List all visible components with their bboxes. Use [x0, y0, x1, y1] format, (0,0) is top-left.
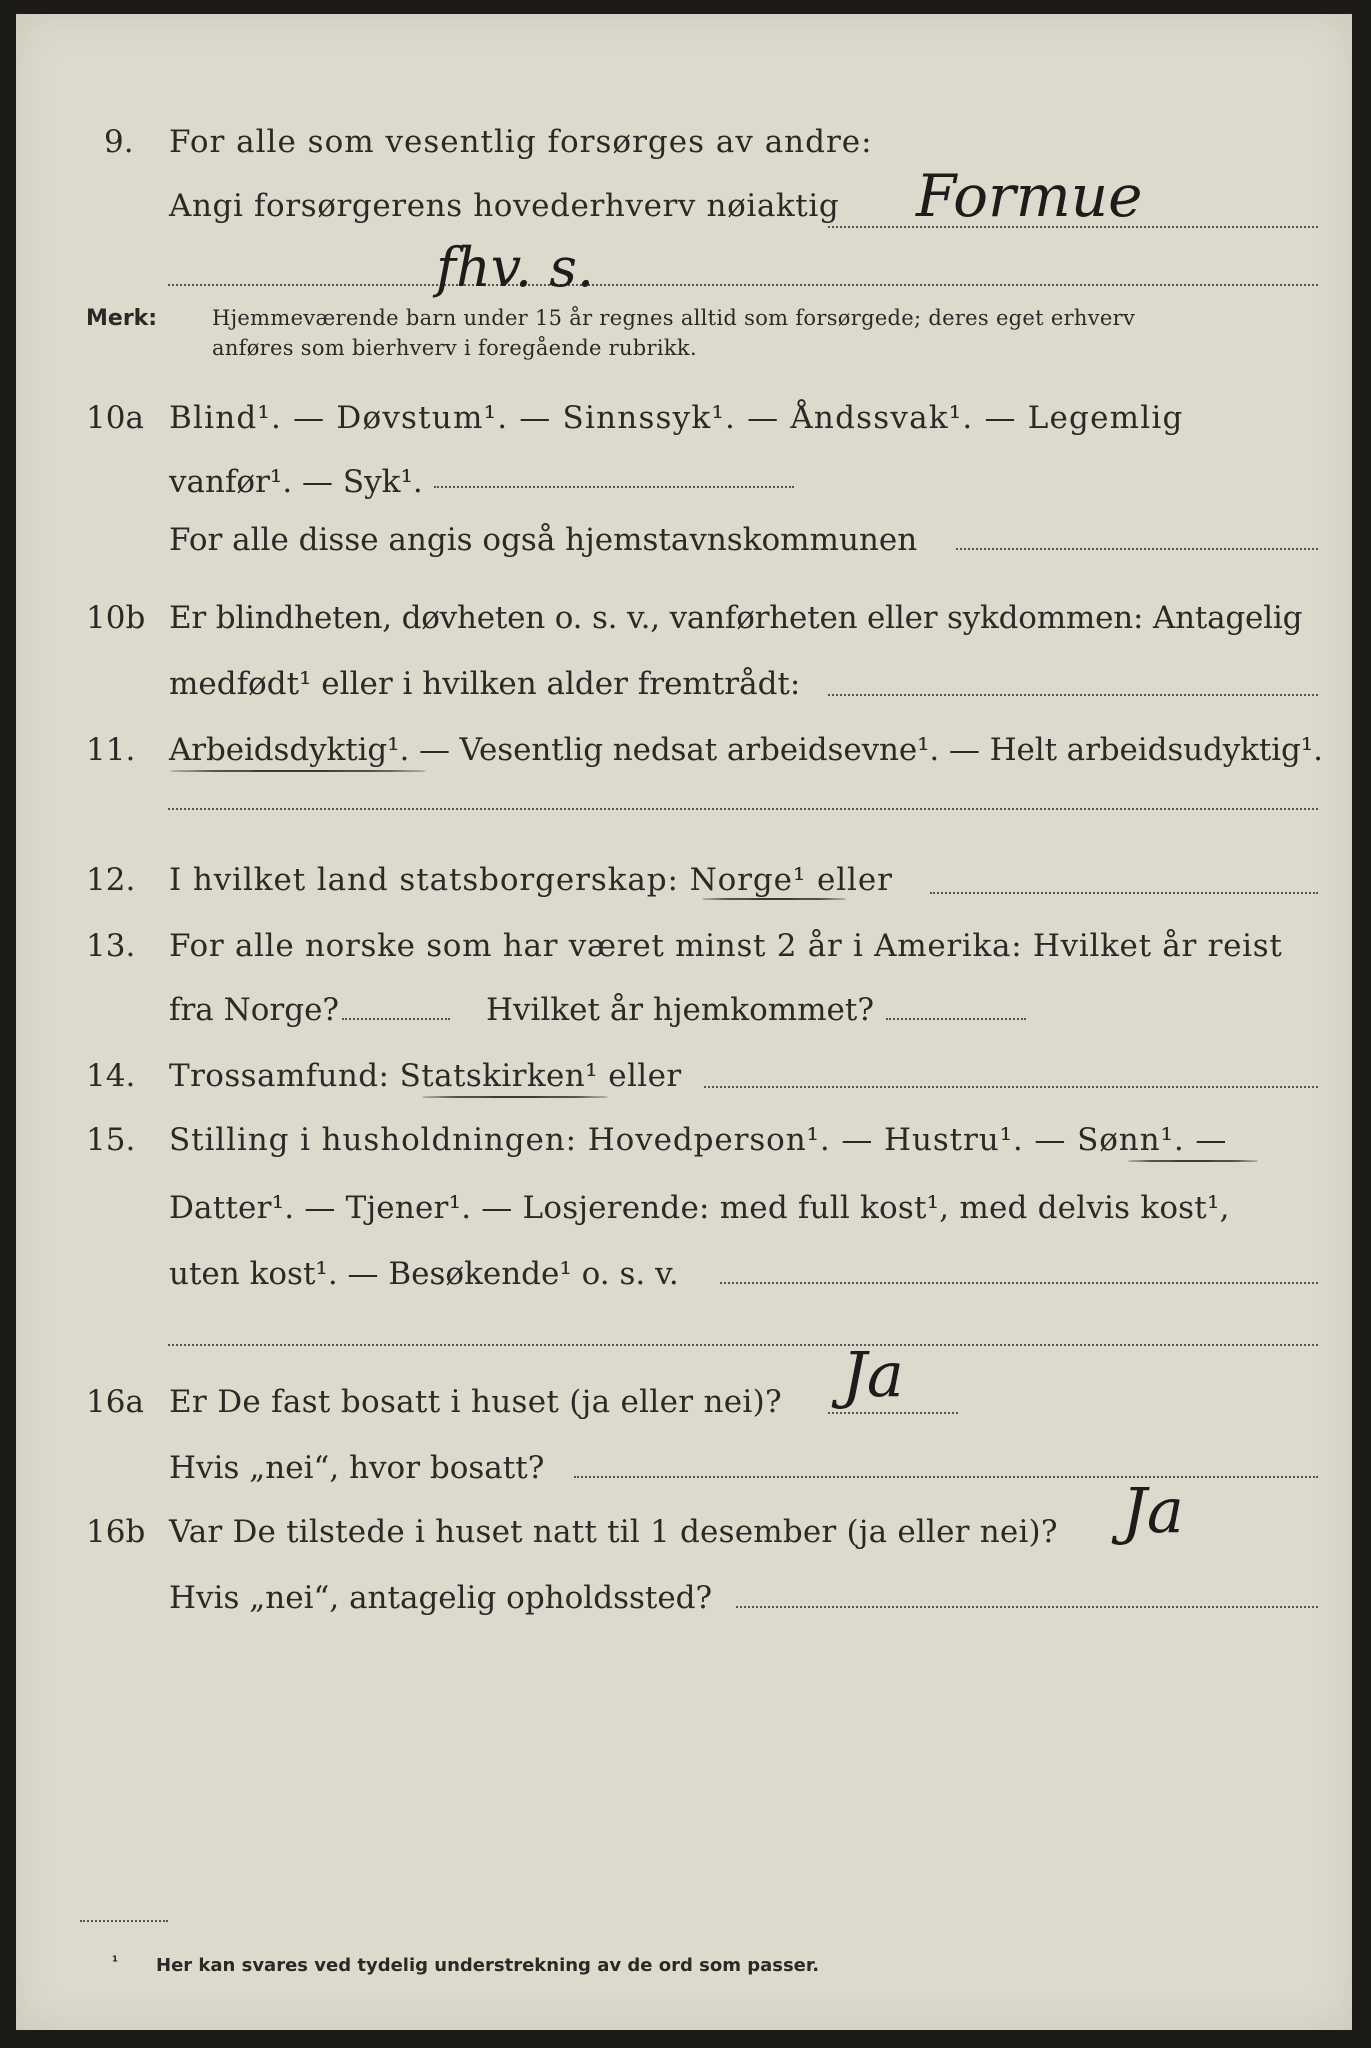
census-form-page [16, 14, 1352, 2030]
q16b-line1: Var De tilstede i huset natt til 1 desember (ja eller nei)? [169, 1514, 1058, 1550]
q9-handwritten-answer2: fhv. s. [436, 236, 595, 299]
q14-line1: Trossamfund: Statskirken¹ eller [169, 1058, 682, 1094]
q15-line3: uten kost¹. — Besøkende¹ o. s. v. [169, 1256, 679, 1292]
q13-hjemkommet-answer-line [886, 1018, 1026, 1020]
q16b-opholdssted-answer-line [736, 1606, 1318, 1608]
q16a-line2: Hvis „nei“, hvor bosatt? [169, 1450, 545, 1486]
q10b-line2: medfødt¹ eller i hvilken alder fremtrådt: [169, 666, 801, 702]
q16b-line2: Hvis „nei“, antagelig opholdssted? [169, 1580, 713, 1616]
q12-number: 12. [86, 862, 136, 898]
q13-line2a: fra Norge? [169, 992, 340, 1028]
q14-underline-statskirken [422, 1096, 608, 1098]
q10a-hjemstavn-answer-line [956, 548, 1318, 550]
q9-number: 9. [104, 124, 134, 160]
q13-line2b: Hvilket år hjemkommet? [486, 992, 874, 1028]
q10a-number: 10a [86, 400, 144, 436]
q15-underline-sonn [1128, 1160, 1258, 1162]
q10b-number: 10b [86, 600, 146, 636]
q10b-line1: Er blindheten, døvheten o. s. v., vanførheten eller sykdommen: Antagelig [169, 600, 1303, 636]
q13-reist-answer-line [342, 1018, 450, 1020]
q11-underline-arbeidsdyktig [170, 770, 426, 772]
q12-line1: I hvilket land statsborgerskap: Norge¹ eller [169, 862, 893, 898]
q15-line1: Stilling i husholdningen: Hovedperson¹. — Hustru¹. — Sønn¹. — [169, 1122, 1228, 1158]
q11-line1: Arbeidsdyktig¹. — Vesentlig nedsat arbeidsevne¹. — Helt arbeidsudyktig¹. [169, 732, 1323, 768]
q15-answer-line2 [168, 1344, 1318, 1346]
q12-answer-line [930, 892, 1318, 894]
q13-number: 13. [86, 928, 136, 964]
q14-answer-line [704, 1086, 1318, 1088]
q10a-line1: Blind¹. — Døvstum¹. — Sinnssyk¹. — Åndssvak¹. — Legemlig [169, 400, 1184, 436]
q16a-line1: Er De fast bosatt i huset (ja eller nei)? [169, 1384, 782, 1420]
q11-number: 11. [86, 732, 136, 768]
q10a-line2: vanfør¹. — Syk¹. [169, 464, 423, 500]
q10a-syk-answer-line [434, 486, 794, 488]
footnote-mark: ¹ [112, 1954, 119, 1970]
q16b-handwritten-answer: Ja [1122, 1474, 1184, 1547]
q15-answer-line1 [720, 1282, 1318, 1284]
q15-number: 15. [86, 1122, 136, 1158]
merk-label: Merk: [86, 306, 158, 331]
q15-line2: Datter¹. — Tjener¹. — Losjerende: med full kost¹, med delvis kost¹, [169, 1190, 1230, 1226]
q13-line1: For alle norske som har været minst 2 år i Amerika: Hvilket år reist [169, 928, 1283, 964]
merk-line2: anføres som bierhverv i foregående rubrikk. [212, 336, 697, 360]
q16a-answer-line [828, 1412, 958, 1414]
merk-line1: Hjemmeværende barn under 15 år regnes alltid som forsørgede; deres eget erhverv [212, 306, 1136, 330]
q10a-line3: For alle disse angis også hjemstavnskommunen [169, 522, 918, 558]
q16a-number: 16a [86, 1384, 144, 1420]
q11-answer-line [168, 808, 1318, 810]
q10b-answer-line [828, 694, 1318, 696]
q14-number: 14. [86, 1058, 136, 1094]
q9-handwritten-answer1: Formue [916, 162, 1143, 230]
q9-answer-line2 [168, 284, 1318, 286]
footnote-text: Her kan svares ved tydelig understrekning av de ord som passer. [156, 1955, 820, 1976]
q12-underline-norge [702, 898, 846, 900]
q16a-bosatt-answer-line [574, 1476, 1318, 1478]
q16a-handwritten-answer: Ja [842, 1338, 904, 1411]
q9-line1: For alle som vesentlig forsørges av andre: [169, 124, 873, 160]
q9-line2: Angi forsørgerens hovederhverv nøiaktig [169, 188, 840, 224]
footnote-rule [80, 1920, 168, 1922]
q16b-number: 16b [86, 1514, 146, 1550]
